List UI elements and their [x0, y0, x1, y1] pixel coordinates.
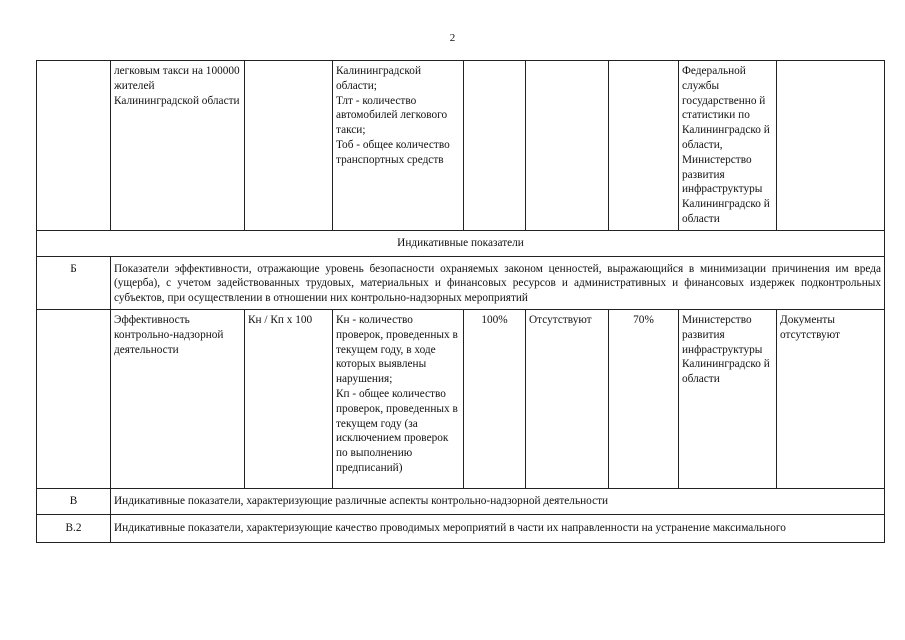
indicator-formula: Кн / Кп х 100 — [245, 309, 333, 488]
indicator-value-1: 100% — [464, 309, 526, 488]
indicator-source: Министерство развития инфраструктуры Калининградско й области — [679, 309, 777, 488]
indicator-documents: Документы отсутствуют — [777, 309, 885, 488]
indicator-name: Эффективность контрольно-надзорной деятельности — [111, 309, 245, 488]
indicator-table — [36, 60, 885, 543]
section-text: Индикативные показатели, характеризующие различные аспекты контрольно-надзорной деятельности — [111, 488, 885, 514]
continued-row — [37, 61, 885, 231]
section-text: Показатели эффективности, отражающие уровень безопасности охраняемых законом ценностей, выражающийся в минимизации причинения им вреда (ущерба), с учетом задействованных трудовых, материальных и финансовых ресурсов и административных и финансовых издержек подконтрольных субъектов, при осуществлении в отношении них контрольно-надзорных мероприятий — [111, 256, 885, 309]
section-code: В — [37, 488, 111, 514]
indicator-value-3: 70% — [609, 309, 679, 488]
section-heading: Индикативные показатели — [37, 230, 885, 256]
indicator-definition: Кн - количество проверок, проведенных в текущем году, в ходе которых выявлены нарушения; Кп - общее количество проверок, проведенных в текущем году (за исключением проверок по выполнению предписаний) — [333, 309, 464, 488]
section-v-row — [37, 488, 885, 514]
indicator-definition: Калининградской области; Тлт - количество автомобилей легкового такси; Тоб - общее количество транспортных средств — [333, 61, 464, 231]
indicator-source: Федеральной службы государственно й статистики по Калининградско й области, Министерство развития инфраструктуры Калининградско й области — [679, 61, 777, 231]
section-code: Б — [37, 256, 111, 309]
indicator-value-2: Отсутствуют — [526, 309, 609, 488]
section-heading-row — [37, 230, 885, 256]
section-text: Индикативные показатели, характеризующие качество проводимых мероприятий в части их направленности на устранение максимального — [111, 514, 885, 542]
page-number: 2 — [449, 32, 456, 44]
section-v2-row — [37, 514, 885, 542]
section-b-row — [37, 256, 885, 309]
section-code: В.2 — [37, 514, 111, 542]
indicator-row — [37, 309, 885, 488]
indicator-name: легковым такси на 100000 жителей Калининградской области — [111, 61, 245, 231]
